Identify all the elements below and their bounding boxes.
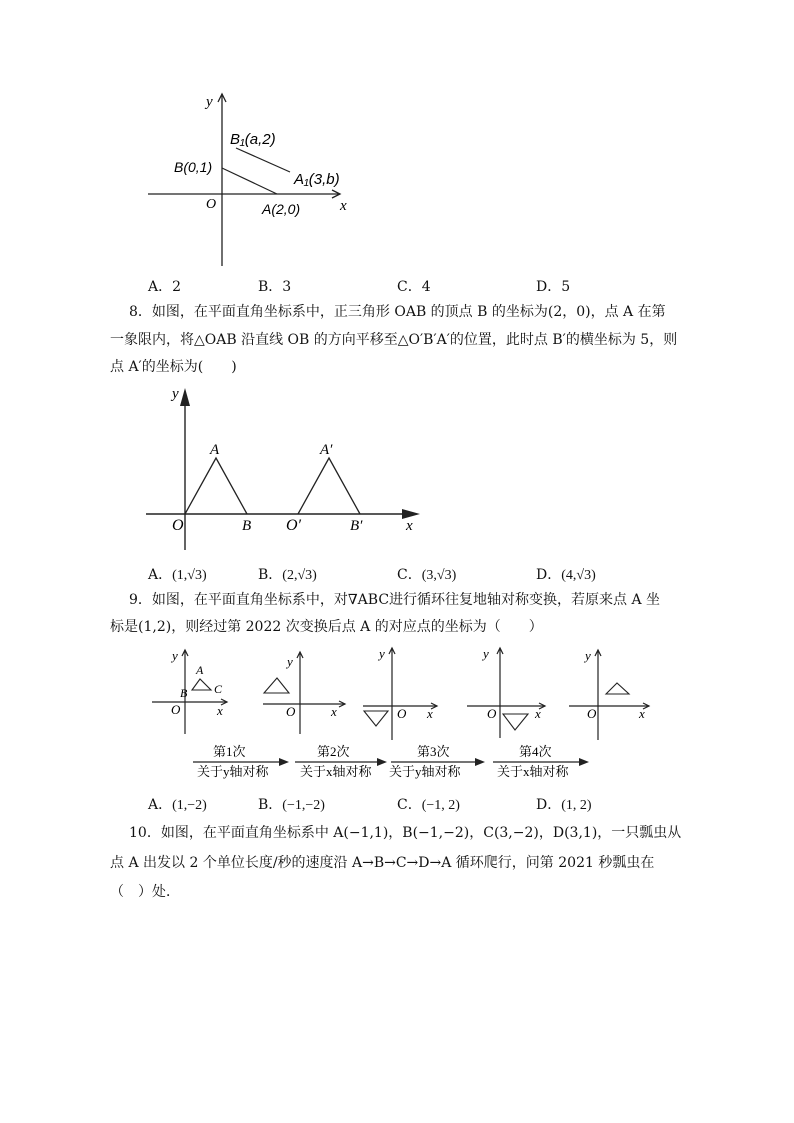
q9-stem-line2: 标是(1,2)，则经过第 2022 次变换后点 A 的对应点的坐标为（ ）: [110, 619, 543, 635]
q8-stem-line2: 一象限内，将△OAB 沿直线 OB 的方向平移至△O′B′A′的位置，此时点 B′的横坐标为 5，则: [110, 332, 678, 348]
q7-segment-a1b1: [236, 148, 290, 172]
q7-x-label: x: [340, 198, 347, 214]
q8-y-arrow: [180, 388, 190, 406]
q9-option-a-value: (1,−2): [172, 798, 207, 813]
q7-option-d[interactable]: D．5: [536, 279, 571, 295]
q9-stem-line1: 9．如图，在平面直角坐标系中，对∇ABC进行循环往复地轴对称变换，若原来点 A 坐: [129, 592, 661, 608]
q7-a-label: A(2,0): [262, 201, 301, 217]
q8-stem-line1: 8．如图，在平面直角坐标系中，正三角形 OAB 的顶点 B 的坐标为(2，0)，点 A 在第: [129, 304, 666, 320]
q8-b-label: B: [242, 518, 252, 534]
q10-stem-line3: （ ）处．: [110, 884, 180, 900]
q9-option-d-letter: D．: [536, 797, 562, 813]
q8-option-b-letter: B．: [258, 567, 283, 583]
q8-option-b[interactable]: [258, 564, 317, 584]
q8-o2-label: O′: [286, 517, 302, 534]
q7-b1-label: B₁(a,2): [230, 131, 276, 148]
svg-text:y: y: [483, 646, 489, 661]
q8-triangle-o2a2b2: [298, 458, 360, 514]
q9-option-b[interactable]: [258, 794, 325, 814]
q9-figure: [145, 642, 655, 784]
q7-a1-label: A₁(3,b): [294, 171, 340, 188]
q9-option-b-letter: B．: [258, 797, 283, 813]
svg-text:关于y轴对称: 关于y轴对称: [197, 764, 269, 779]
q8-option-d-value: (4,√3): [561, 568, 596, 583]
q8-o-label: O: [172, 517, 184, 534]
q8-option-c-value: (3,√3): [421, 568, 457, 583]
svg-text:B: B: [180, 686, 188, 700]
q9-step-3: [389, 744, 485, 779]
svg-text:x: x: [535, 706, 541, 721]
svg-text:关于x轴对称: 关于x轴对称: [300, 764, 372, 779]
q8-y-label: y: [172, 386, 179, 402]
q9-option-d[interactable]: [536, 794, 592, 814]
q8-option-a-letter: A．: [148, 567, 173, 583]
svg-text:第1次: 第1次: [213, 744, 246, 759]
q9-panel-1: [152, 648, 227, 734]
q7-option-c[interactable]: C．4: [397, 279, 431, 295]
q9-step-4: [493, 744, 589, 779]
q9-panel-5: [569, 648, 649, 740]
q9-step-2: [295, 744, 387, 779]
svg-text:O: O: [397, 706, 407, 721]
q8-option-a-value: (1,√3): [172, 568, 207, 583]
svg-text:x: x: [639, 706, 645, 721]
q7-option-b[interactable]: B．3: [258, 279, 292, 295]
q9-option-b-value: (−1,−2): [282, 798, 325, 813]
q9-option-c-letter: C．: [397, 797, 422, 813]
q8-b2-label: B′: [350, 518, 363, 534]
q8-a2-label: A′: [320, 442, 333, 458]
svg-text:y: y: [287, 654, 293, 669]
q9-option-c[interactable]: [397, 794, 460, 814]
svg-text:A: A: [196, 663, 204, 677]
svg-text:O: O: [487, 706, 497, 721]
svg-text:O: O: [587, 706, 597, 721]
q8-option-c[interactable]: [397, 564, 456, 584]
q8-x-label: x: [406, 518, 413, 534]
q10-stem-line1: 10．如图，在平面直角坐标系中 A(−1,1)，B(−1,−2)，C(3,−2)，D(3,1)，一只瓢虫从: [129, 825, 682, 841]
svg-text:第3次: 第3次: [417, 744, 450, 759]
svg-text:x: x: [217, 703, 223, 718]
q7-segment-ab: [222, 168, 277, 194]
svg-text:x: x: [331, 704, 337, 719]
q8-option-d-letter: D．: [536, 567, 562, 583]
q8-option-b-value: (2,√3): [282, 568, 317, 583]
svg-text:关于x轴对称: 关于x轴对称: [497, 764, 569, 779]
q9-triangle-abc: [192, 679, 211, 690]
q8-option-c-letter: C．: [397, 567, 422, 583]
svg-text:关于y轴对称: 关于y轴对称: [389, 764, 461, 779]
q7-y-label: y: [206, 94, 213, 110]
q7-figure: [140, 88, 370, 270]
svg-text:y: y: [379, 646, 385, 661]
q9-panel-3: [363, 646, 437, 740]
q8-figure: [140, 380, 430, 555]
svg-text:y: y: [172, 648, 178, 663]
q9-panel-2: [263, 652, 345, 734]
q8-option-d[interactable]: [536, 564, 596, 584]
svg-text:y: y: [585, 648, 591, 663]
q7-option-a[interactable]: A．2: [148, 279, 182, 295]
q9-option-a-letter: A．: [148, 797, 173, 813]
q9-panel-4: [467, 646, 545, 738]
svg-text:第2次: 第2次: [317, 744, 350, 759]
q7-b-label: B(0,1): [174, 159, 213, 175]
q9-option-c-value: (−1, 2): [421, 798, 460, 813]
q9-option-a[interactable]: [148, 794, 207, 814]
q9-step-1: [193, 744, 289, 779]
svg-text:O: O: [171, 702, 181, 717]
q9-option-d-value: (1, 2): [561, 798, 592, 813]
svg-text:x: x: [427, 706, 433, 721]
q8-a-label: A: [210, 442, 220, 458]
q8-triangle-oab: [185, 458, 247, 514]
q10-stem-line2: 点 A 出发以 2 个单位长度/秒的速度沿 A→B→C→D→A 循环爬行，问第 2021 秒瓢虫在: [110, 855, 655, 871]
svg-text:第4次: 第4次: [519, 744, 552, 759]
svg-text:O: O: [286, 704, 296, 719]
q8-stem-line3: 点 A′的坐标为( ): [110, 359, 237, 375]
q8-option-a[interactable]: [148, 564, 207, 584]
svg-text:C: C: [214, 682, 223, 696]
q7-origin-label: O: [206, 197, 217, 212]
